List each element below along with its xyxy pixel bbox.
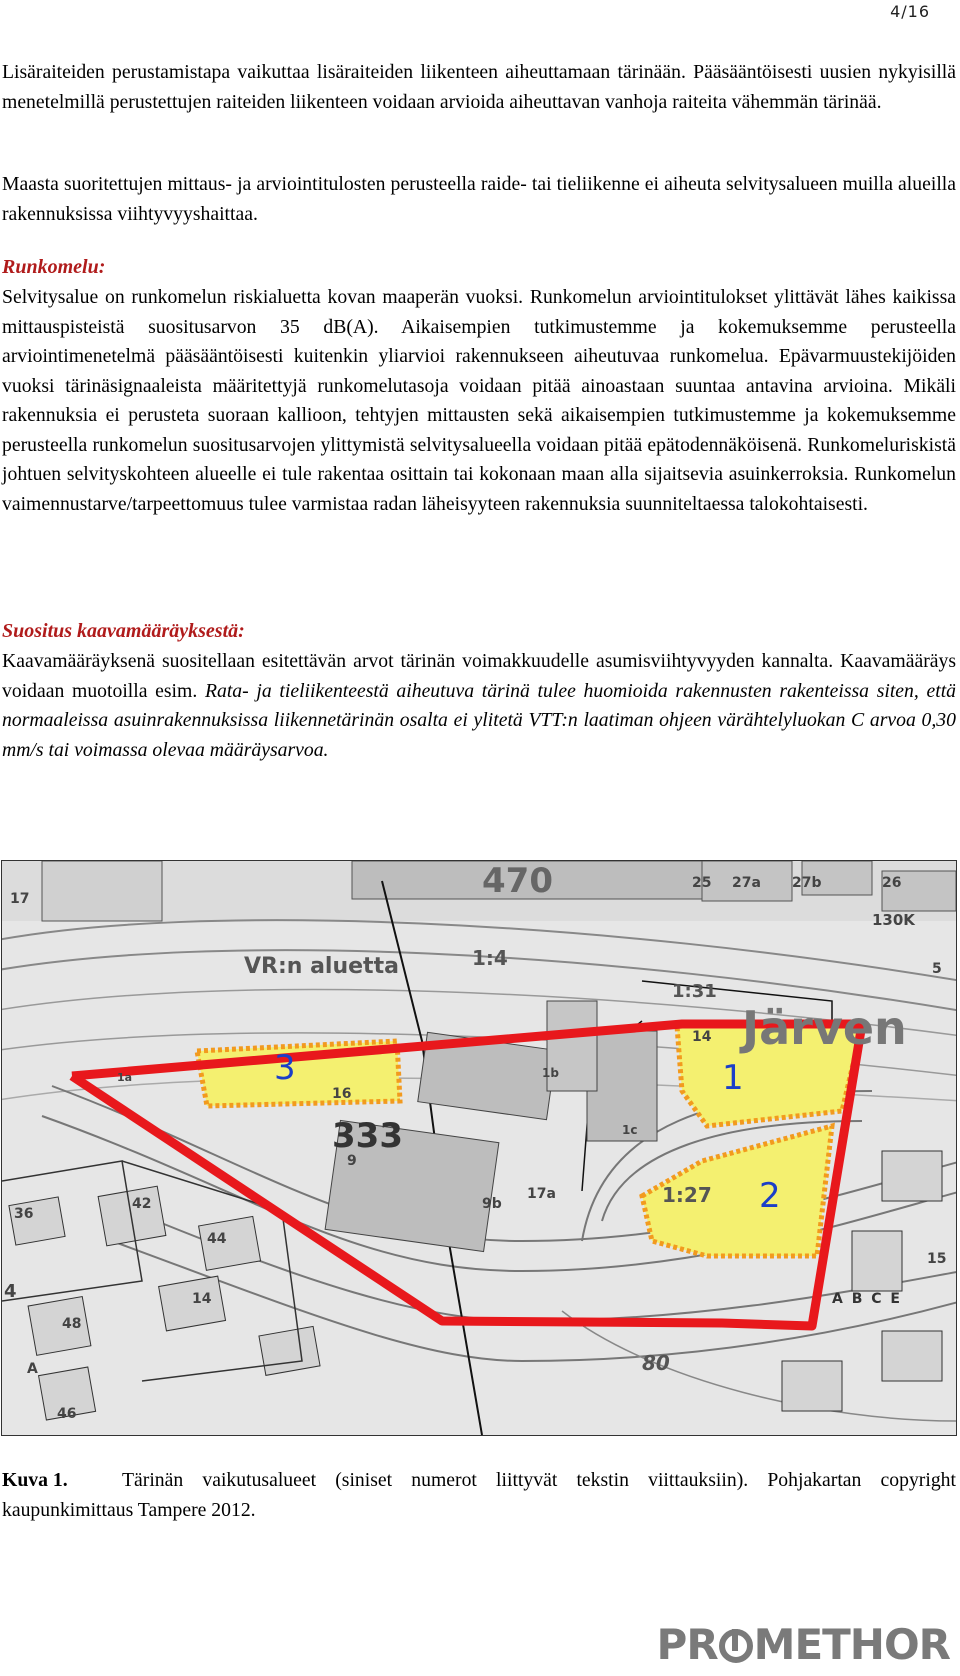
logo-text-start: PR: [656, 1620, 718, 1669]
paragraph-intro: Lisäraiteiden perustamistapa vaikuttaa lisäraiteiden liikenteen aiheuttamaan tärinään. Pääsääntöisesti uusien nykyisillä menetelmillä perustettujen raiteiden liikenteen voidaan arvioida aiheuttavan vanhoja raiteita vähemmän tärinää.: [2, 61, 956, 113]
runkomelu-heading: Runkomelu:: [2, 256, 106, 278]
map-label-9b: 9b: [482, 1196, 502, 1212]
map-label-27a: 27a: [732, 875, 761, 891]
area-number-2: 2: [759, 1176, 781, 1216]
paragraph-recommendation: [2, 647, 956, 765]
paragraph-runkomelu: Selvitysalue on runkomelun riskialuetta kovan maaperän vuoksi. Runkomelun arviointitulokset ylittävät lähes kaikissa mittauspisteistä suositusarvon 35 dB(A). Aikaisempien tutkimustemme ja kokemuksemme perusteella arviointimenetelmä pääsääntöisesti kuitenkin yliarvioi rakennukseen aiheutuvaa runkomelua. Epävarmuustekijöiden vuoksi tärinäsignaaleista määritettyjä runkomelutasoja voidaan pitää ainoastaan suuntaa antavina arvioina. Mikäli rakennuksia ei perusteta suoraan kallioon, tehtyjen mittausten sekä aikaisempien tutkimustemme ja kokemuksemme perusteella runkomelun suositusarvojen ylittymistä selvitysalueella voidaan pitää epätodennäköisenä. Runkomeluriskistä johtuen selvityskohteen alueelle ei tule rakentaa osittain tai kokonaan maan alla sijaitsevia asuinkerroksia. Runkomelun vaimennustarve/tarpeettomuus tulee varmistaa radan läheisyyteen rakennuksia suunniteltaessa talokohtaisesti.: [2, 286, 956, 515]
area-number-1: 1: [722, 1058, 744, 1098]
promethor-logo: [657, 1620, 950, 1669]
map-label-25: 25: [692, 875, 712, 891]
map-label-46: 46: [57, 1406, 77, 1422]
recommendation-wording: Rata- ja tieliikenteestä aiheutuva tärinä tulee huomioida rakennusten rakenteissa siten, että normaaleissa asuinrakennuksissa liikennetärinän osalta ei ylitetä VTT:n laatiman ohjeen värähtelyluokan C arvoa 0,30 mm/s tai voimassa olevaa määräysarvoa.: [2, 679, 957, 761]
map-label-333: 333: [332, 1116, 403, 1156]
map-label-1-27: 1:27: [662, 1183, 712, 1207]
map-label-26: 26: [882, 875, 902, 891]
map-label-9: 9: [347, 1153, 357, 1169]
map-label-17a: 17a: [527, 1186, 556, 1202]
map-label-15: 15: [927, 1251, 947, 1267]
recommendation-text: Kaavamääräyksenä suositellaan esitettävän arvot tärinän voimakkuudelle asumisviihtyvyyden kannalta. Kaavamääräys voidaan muotoilla esim.: [2, 650, 956, 702]
map-label-1-31: 1:31: [672, 981, 717, 1002]
map-label-jarvensivu: Järven: [742, 1001, 907, 1055]
logo-text-end: METHOR: [753, 1620, 950, 1669]
map-label-14: 14: [692, 1029, 712, 1045]
map-label-17: 17: [10, 891, 30, 907]
map-label-5: 5: [932, 961, 942, 977]
map-label-130k: 130K: [872, 911, 915, 929]
figure-caption: [2, 1465, 956, 1525]
page-number: 4/16: [890, 2, 930, 21]
map-label-a: A: [27, 1361, 38, 1377]
suositus-heading: Suositus kaavamääräyksestä:: [2, 620, 245, 642]
map-label-48: 48: [62, 1316, 82, 1332]
map-label-1c: 1c: [622, 1123, 638, 1137]
caption-text: Tärinän vaikutusalueet (siniset numerot liittyvät tekstin viittauksiin). Pohjakartan copyright kaupunkimittaus Tampere 2012.: [2, 1469, 956, 1521]
map-label-80: 80: [642, 1351, 670, 1375]
map-label-470: 470: [482, 861, 553, 901]
map-label-abce: A B C E: [832, 1291, 902, 1307]
map-label-1b: 1b: [542, 1066, 559, 1080]
map-label-1-4: 1:4: [472, 946, 508, 970]
paragraph-measurements: Maasta suoritettujen mittaus- ja arviointitulosten perusteella raide- tai tieliikenne ei aiheuta selvitysalueen muilla alueilla rakennuksissa viihtyvyyshaittaa.: [2, 173, 956, 225]
map-label-1a: 1a: [117, 1071, 133, 1084]
map-label-27b: 27b: [792, 875, 822, 891]
caption-label: Kuva 1.: [2, 1469, 68, 1491]
power-icon: [719, 1629, 753, 1663]
map-label-42: 42: [132, 1196, 152, 1212]
map-label-vr-area: VR:n aluetta: [244, 954, 399, 979]
area-number-3: 3: [274, 1048, 296, 1088]
map-label-36: 36: [14, 1206, 34, 1222]
map-label-44: 44: [207, 1231, 227, 1247]
map-label-14b: 14: [192, 1291, 212, 1307]
vibration-map-figure: [1, 860, 957, 1436]
map-label-4: 4: [4, 1281, 17, 1302]
map-label-16: 16: [332, 1086, 352, 1102]
